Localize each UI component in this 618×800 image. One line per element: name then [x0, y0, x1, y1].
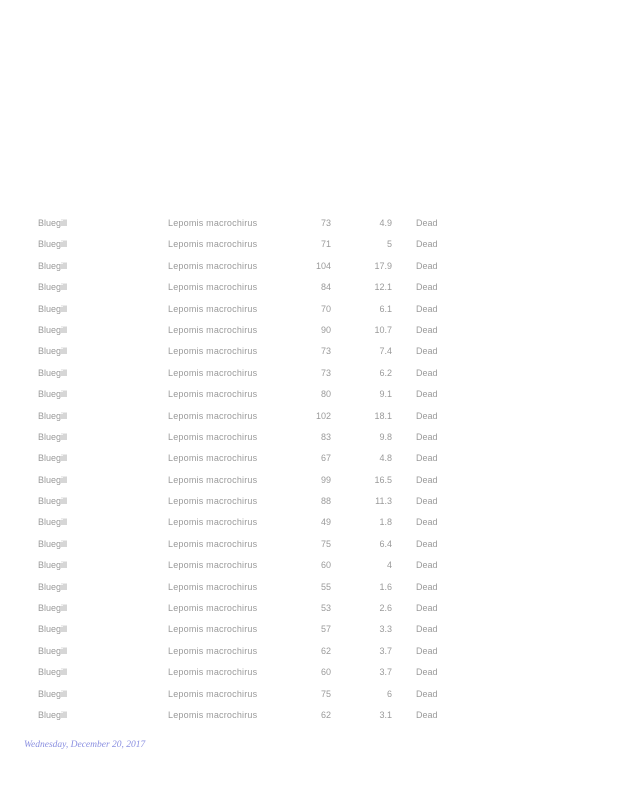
weight-cell: 3.1	[379, 709, 392, 720]
length-cell: 55	[320, 581, 331, 592]
scientific-name-cell: Lepomis macrochirus	[168, 667, 258, 678]
weight-cell: 6	[386, 688, 392, 699]
table-row	[0, 213, 618, 234]
weight-cell: 5	[386, 239, 392, 250]
scientific-name-cell: Lepomis macrochirus	[168, 688, 258, 699]
footer-date: Wednesday, December 20, 2017	[24, 740, 146, 750]
length-cell: 70	[320, 303, 331, 314]
common-name-cell: Bluegill	[38, 260, 68, 271]
status-cell: Dead	[416, 453, 438, 464]
weight-cell: 4.9	[379, 218, 392, 228]
scientific-name-cell: Lepomis macrochirus	[168, 453, 258, 464]
status-cell: Dead	[416, 218, 438, 228]
scientific-name-cell: Lepomis macrochirus	[168, 389, 258, 400]
common-name-cell: Bluegill	[38, 667, 68, 678]
weight-cell: 6.1	[379, 303, 392, 314]
status-cell: Dead	[416, 410, 438, 421]
table-row	[0, 534, 618, 555]
status-cell: Dead	[416, 389, 438, 400]
status-cell: Dead	[416, 239, 438, 250]
length-cell: 57	[320, 624, 331, 635]
weight-cell: 16.5	[374, 474, 392, 485]
status-cell: Dead	[416, 538, 438, 549]
common-name-cell: Bluegill	[38, 645, 68, 656]
status-cell: Dead	[416, 474, 438, 485]
weight-cell: 6.2	[379, 367, 392, 378]
length-cell: 49	[320, 517, 331, 528]
status-cell: Dead	[416, 688, 438, 699]
length-cell: 83	[320, 431, 331, 442]
length-cell: 80	[320, 389, 331, 400]
length-cell: 62	[320, 709, 331, 720]
length-cell: 60	[320, 560, 331, 571]
common-name-cell: Bluegill	[38, 389, 68, 400]
common-name-cell: Bluegill	[38, 496, 68, 507]
weight-cell: 4	[386, 560, 392, 571]
table-row	[0, 555, 618, 576]
common-name-cell: Bluegill	[38, 453, 68, 464]
status-cell: Dead	[416, 303, 438, 314]
table-row	[0, 598, 618, 619]
scientific-name-cell: Lepomis macrochirus	[168, 603, 258, 614]
common-name-cell: Bluegill	[38, 218, 68, 228]
scientific-name-cell: Lepomis macrochirus	[168, 346, 258, 357]
weight-cell: 18.1	[374, 410, 392, 421]
scientific-name-cell: Lepomis macrochirus	[168, 645, 258, 656]
table-row	[0, 320, 618, 341]
length-cell: 53	[320, 603, 331, 614]
length-cell: 75	[320, 688, 331, 699]
common-name-cell: Bluegill	[38, 282, 68, 293]
length-cell: 102	[315, 410, 331, 421]
length-cell: 73	[320, 218, 331, 228]
table-row	[0, 577, 618, 598]
weight-cell: 7.4	[379, 346, 392, 357]
common-name-cell: Bluegill	[38, 346, 68, 357]
length-cell: 60	[320, 667, 331, 678]
scientific-name-cell: Lepomis macrochirus	[168, 282, 258, 293]
scientific-name-cell: Lepomis macrochirus	[168, 239, 258, 250]
length-cell: 88	[320, 496, 331, 507]
common-name-cell: Bluegill	[38, 688, 68, 699]
status-cell: Dead	[416, 709, 438, 720]
status-cell: Dead	[416, 560, 438, 571]
scientific-name-cell: Lepomis macrochirus	[168, 367, 258, 378]
scientific-name-cell: Lepomis macrochirus	[168, 410, 258, 421]
length-cell: 67	[320, 453, 331, 464]
scientific-name-cell: Lepomis macrochirus	[168, 560, 258, 571]
scientific-name-cell: Lepomis macrochirus	[168, 431, 258, 442]
table-row	[0, 448, 618, 469]
table-row	[0, 341, 618, 362]
weight-cell: 9.8	[379, 431, 392, 442]
length-cell: 73	[320, 367, 331, 378]
status-cell: Dead	[416, 624, 438, 635]
status-cell: Dead	[416, 517, 438, 528]
table-row	[0, 491, 618, 512]
common-name-cell: Bluegill	[38, 538, 68, 549]
status-cell: Dead	[416, 496, 438, 507]
weight-cell: 4.8	[379, 453, 392, 464]
status-cell: Dead	[416, 367, 438, 378]
weight-cell: 17.9	[374, 260, 392, 271]
weight-cell: 11.3	[375, 496, 392, 507]
length-cell: 90	[320, 324, 331, 335]
scientific-name-cell: Lepomis macrochirus	[168, 324, 258, 335]
status-cell: Dead	[416, 346, 438, 357]
scientific-name-cell: Lepomis macrochirus	[168, 474, 258, 485]
weight-cell: 3.7	[379, 667, 392, 678]
status-cell: Dead	[416, 282, 438, 293]
weight-cell: 3.3	[379, 624, 392, 635]
weight-cell: 6.4	[379, 538, 392, 549]
common-name-cell: Bluegill	[38, 367, 68, 378]
weight-cell: 3.7	[379, 645, 392, 656]
table-row	[0, 619, 618, 640]
status-cell: Dead	[416, 324, 438, 335]
common-name-cell: Bluegill	[38, 239, 68, 250]
status-cell: Dead	[416, 603, 438, 614]
scientific-name-cell: Lepomis macrochirus	[168, 260, 258, 271]
length-cell: 99	[320, 474, 331, 485]
weight-cell: 10.7	[374, 324, 392, 335]
scientific-name-cell: Lepomis macrochirus	[168, 517, 258, 528]
table-row	[0, 299, 618, 320]
length-cell: 71	[320, 239, 331, 250]
scientific-name-cell: Lepomis macrochirus	[168, 709, 258, 720]
weight-cell: 9.1	[379, 389, 392, 400]
status-cell: Dead	[416, 431, 438, 442]
weight-cell: 12.1	[374, 282, 392, 293]
common-name-cell: Bluegill	[38, 517, 68, 528]
common-name-cell: Bluegill	[38, 410, 68, 421]
status-cell: Dead	[416, 260, 438, 271]
table-row	[0, 384, 618, 405]
common-name-cell: Bluegill	[38, 474, 68, 485]
status-cell: Dead	[416, 581, 438, 592]
status-cell: Dead	[416, 667, 438, 678]
status-cell: Dead	[416, 645, 438, 656]
table-row	[0, 427, 618, 448]
table-row	[0, 705, 618, 726]
table-row	[0, 512, 618, 533]
common-name-cell: Bluegill	[38, 560, 68, 571]
scientific-name-cell: Lepomis macrochirus	[168, 496, 258, 507]
table-row	[0, 470, 618, 491]
length-cell: 104	[315, 260, 331, 271]
table-row	[0, 256, 618, 277]
table-row	[0, 363, 618, 384]
length-cell: 62	[320, 645, 331, 656]
table-row	[0, 662, 618, 683]
scientific-name-cell: Lepomis macrochirus	[168, 624, 258, 635]
scientific-name-cell: Lepomis macrochirus	[168, 581, 258, 592]
fish-data-table	[0, 213, 618, 726]
weight-cell: 1.6	[379, 581, 392, 592]
common-name-cell: Bluegill	[38, 303, 68, 314]
common-name-cell: Bluegill	[38, 431, 68, 442]
length-cell: 73	[320, 346, 331, 357]
table-row	[0, 684, 618, 705]
common-name-cell: Bluegill	[38, 324, 68, 335]
common-name-cell: Bluegill	[38, 709, 68, 720]
common-name-cell: Bluegill	[38, 624, 68, 635]
table-row	[0, 641, 618, 662]
scientific-name-cell: Lepomis macrochirus	[168, 303, 258, 314]
scientific-name-cell: Lepomis macrochirus	[168, 218, 258, 228]
common-name-cell: Bluegill	[38, 603, 68, 614]
weight-cell: 2.6	[379, 603, 392, 614]
weight-cell: 1.8	[379, 517, 392, 528]
length-cell: 75	[320, 538, 331, 549]
length-cell: 84	[320, 282, 331, 293]
scientific-name-cell: Lepomis macrochirus	[168, 538, 258, 549]
table-row	[0, 277, 618, 298]
table-row	[0, 406, 618, 427]
common-name-cell: Bluegill	[38, 581, 68, 592]
table-row	[0, 234, 618, 255]
